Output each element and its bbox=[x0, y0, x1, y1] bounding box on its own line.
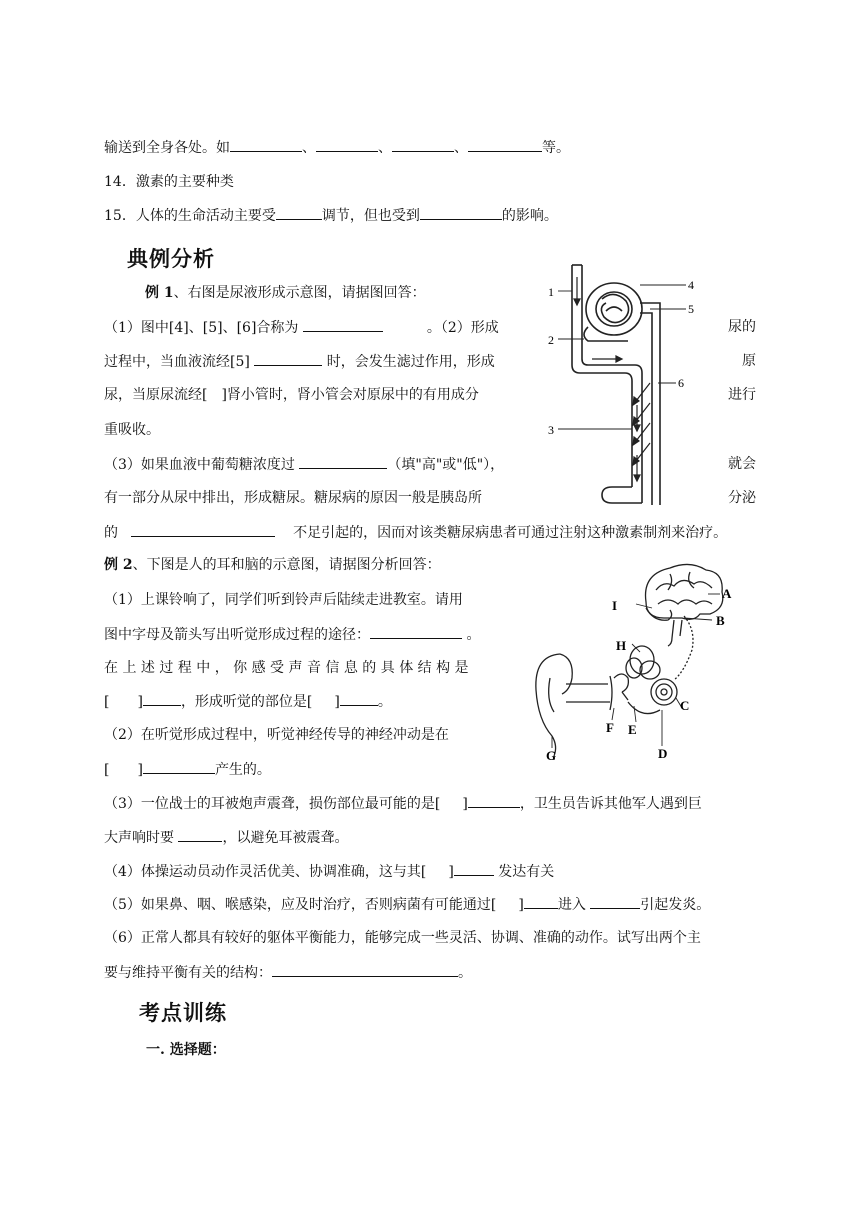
question-13-tail: 输送到全身各处。如 、 、 、 等。 bbox=[104, 137, 570, 158]
example-2-line-2: 图中字母及箭头写出听觉形成过程的途径： 。 bbox=[104, 624, 480, 645]
answer-blank[interactable] bbox=[178, 827, 222, 842]
diagram-label: H bbox=[616, 638, 627, 653]
diagram-label: B bbox=[716, 613, 725, 628]
question-14: 14．激素的主要种类 bbox=[104, 174, 234, 190]
answer-blank[interactable] bbox=[303, 317, 383, 332]
example-2-line-5: （2）在听觉形成过程中，听觉神经传导的神经冲动是在 bbox=[104, 727, 449, 743]
diagram-label: 1 bbox=[548, 285, 554, 299]
answer-blank[interactable] bbox=[454, 861, 494, 876]
example-2-line-1: （1）上课铃响了，同学们听到铃声后陆续走进教室。请用 bbox=[104, 592, 463, 608]
diagram-label: D bbox=[658, 746, 668, 761]
ear-brain-diagram bbox=[524, 560, 754, 766]
diagram-label: F bbox=[606, 720, 614, 735]
answer-blank[interactable] bbox=[299, 454, 387, 469]
subsection-multiple-choice: 一. 选择题： bbox=[146, 1042, 226, 1058]
example-2-line-6: [ ] 产生的。 bbox=[104, 759, 271, 780]
example-2-line-4: [ ] ，形成听觉的部位是[ ] 。 bbox=[104, 691, 392, 712]
answer-blank[interactable] bbox=[131, 522, 275, 537]
section-heading-examples: 典例分析 bbox=[127, 247, 215, 271]
diagram-label: C bbox=[680, 698, 690, 713]
answer-blank[interactable] bbox=[420, 205, 502, 220]
example-2-line-12: 要与维持平衡有关的结构： 。 bbox=[104, 962, 472, 983]
answer-blank[interactable] bbox=[230, 137, 302, 152]
diagram-label: 6 bbox=[678, 376, 684, 390]
diagram-label: E bbox=[628, 722, 637, 737]
example-1-line-1: （1）图中[4]、[5]、[6]合称为 。（2）形成 尿的 bbox=[104, 319, 756, 336]
example-2-line-7: （3）一位战士的耳被炮声震聋，损伤部位最可能的是[ ] ，卫生员告诉其他军人遇到巨 bbox=[104, 793, 702, 814]
diagram-label: I bbox=[612, 598, 618, 613]
answer-blank[interactable] bbox=[272, 962, 458, 977]
answer-blank[interactable] bbox=[468, 793, 520, 808]
answer-blank[interactable] bbox=[316, 137, 378, 152]
example-2-intro: 例 2、下图是人的耳和脑的示意图，请据图分析回答： bbox=[104, 557, 441, 573]
example-1-line-6: 有一部分从尿中排出，形成糖尿。糖尿病的原因一般是胰岛所 分泌 bbox=[104, 490, 756, 506]
diagram-label: 5 bbox=[688, 302, 694, 316]
example-1-intro: 例 1、右图是尿液形成示意图，请据图回答： bbox=[145, 285, 426, 301]
section-heading-practice: 考点训练 bbox=[139, 1001, 227, 1025]
diagram-label: 3 bbox=[548, 423, 554, 437]
example-2-line-3: 在 上 述 过 程 中 ， 你 感 受 声 音 信 息 的 具 体 结 构 是 bbox=[104, 660, 469, 676]
example-2-line-11: （6）正常人都具有较好的躯体平衡能力，能够完成一些灵活、协调、准确的动作。试写出两个主 bbox=[104, 930, 701, 946]
example-1-line-3: 尿，当原尿流经[ ]肾小管时，肾小管会对原尿中的有用成分 进行 bbox=[104, 387, 756, 403]
ear-brain-illustration bbox=[524, 560, 754, 766]
example-1-line-5: （3）如果血液中葡萄糖浓度过 （填"高"或"低"）， 就会 bbox=[104, 456, 756, 473]
example-1-line-4: 重吸收。 bbox=[104, 422, 160, 438]
answer-blank[interactable] bbox=[276, 205, 322, 220]
answer-blank[interactable] bbox=[370, 624, 462, 639]
example-2-line-9: （4）体操运动员动作灵活优美、协调准确，这与其[ ] 发达有关 bbox=[104, 861, 554, 882]
diagram-label: 2 bbox=[548, 333, 554, 347]
example-2-line-10: （5）如果鼻、咽、喉感染，应及时治疗，否则病菌有可能通过[ ] 进入 引起发炎。 bbox=[104, 894, 710, 915]
answer-blank[interactable] bbox=[524, 894, 558, 909]
answer-blank[interactable] bbox=[392, 137, 454, 152]
diagram-label: A bbox=[722, 586, 732, 601]
example-1-line-2: 过程中，当血液流经[5] 时，会发生滤过作用，形成 原 bbox=[104, 353, 756, 370]
answer-blank[interactable] bbox=[254, 351, 322, 366]
diagram-label: G bbox=[546, 748, 557, 763]
answer-blank[interactable] bbox=[590, 894, 640, 909]
answer-blank[interactable] bbox=[468, 137, 542, 152]
nephron-illustration bbox=[540, 255, 710, 517]
answer-blank[interactable] bbox=[143, 759, 215, 774]
answer-blank[interactable] bbox=[143, 691, 181, 706]
diagram-label: 4 bbox=[688, 278, 694, 292]
question-15: 15．人体的生命活动主要受 调节，但也受到 的影响。 bbox=[104, 205, 558, 226]
example-1-line-7: 的 不足引起的，因而对该类糖尿病患者可通过注射这种激素制剂来治疗。 bbox=[104, 522, 727, 543]
urine-formation-diagram bbox=[540, 255, 710, 517]
answer-blank[interactable] bbox=[340, 691, 378, 706]
example-2-line-8: 大声响时要 ，以避免耳被震聋。 bbox=[104, 827, 348, 848]
